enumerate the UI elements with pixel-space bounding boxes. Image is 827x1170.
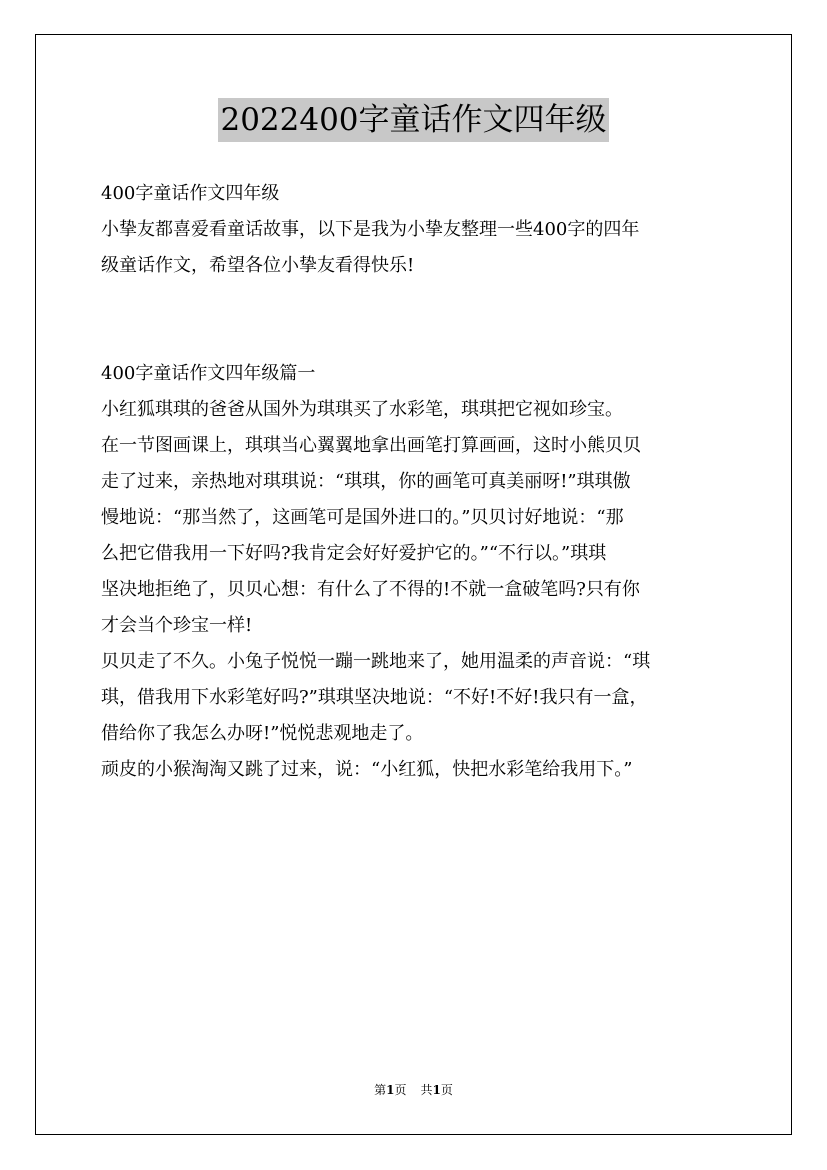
paragraph-line: 400字童话作文四年级 [101, 183, 280, 204]
paragraph-line: 坚决地拒绝了，贝贝心想：有什么了不得的!不就一盒破笔吗?只有你 [101, 579, 640, 600]
paragraph-line: 小红狐琪琪的爸爸从国外为琪琪买了水彩笔，琪琪把它视如珍宝。 [101, 399, 623, 420]
blank-line [101, 284, 731, 320]
paragraph-line: 级童话作文，希望各位小挚友看得快乐! [101, 255, 415, 276]
page-number: 1 [386, 1083, 395, 1097]
page-label-prefix: 第 [374, 1083, 387, 1097]
paragraph-line: 才会当个珍宝一样! [101, 615, 253, 636]
paragraph-line: 在一节图画课上，琪琪当心翼翼地拿出画笔打算画画，这时小熊贝贝 [101, 435, 641, 456]
paragraph-gap [101, 320, 731, 356]
paragraph-line: 么把它借我用一下好吗?我肯定会好好爱护它的。”“不行以。”琪琪 [101, 543, 607, 564]
paragraph-line: 借给你了我怎么办呀!”悦悦悲观地走了。 [101, 723, 424, 744]
paragraph-line: 走了过来，亲热地对琪琪说：“琪琪，你的画笔可真美丽呀!”琪琪傲 [101, 471, 631, 492]
paragraph-line: 顽皮的小猴淘淘又跳了过来，说：“小红狐，快把水彩笔给我用下。” [101, 759, 633, 780]
paragraph-line: 贝贝走了不久。小兔子悦悦一蹦一跳地来了，她用温柔的声音说：“琪 [101, 651, 651, 672]
total-label-suffix: 页 [440, 1083, 453, 1097]
total-pages: 1 [432, 1083, 441, 1097]
paragraph-line: 慢地说：“那当然了，这画笔可是国外进口的。”贝贝讨好地说：“那 [101, 507, 624, 528]
title-container [0, 98, 827, 142]
page-footer [0, 1082, 827, 1098]
paragraph-line: 琪，借我用下水彩笔好吗?”琪琪坚决地说：“不好!不好!我只有一盒， [101, 687, 648, 708]
document-title: 2022400字童话作文四年级 [218, 98, 608, 142]
document-body [101, 176, 731, 788]
paragraph-line: 小挚友都喜爱看童话故事，以下是我为小挚友整理一些400字的四年 [101, 219, 640, 240]
page-label-suffix: 页 [394, 1083, 407, 1097]
total-label-prefix: 共 [420, 1083, 433, 1097]
section-heading: 400字童话作文四年级篇一 [101, 363, 316, 384]
